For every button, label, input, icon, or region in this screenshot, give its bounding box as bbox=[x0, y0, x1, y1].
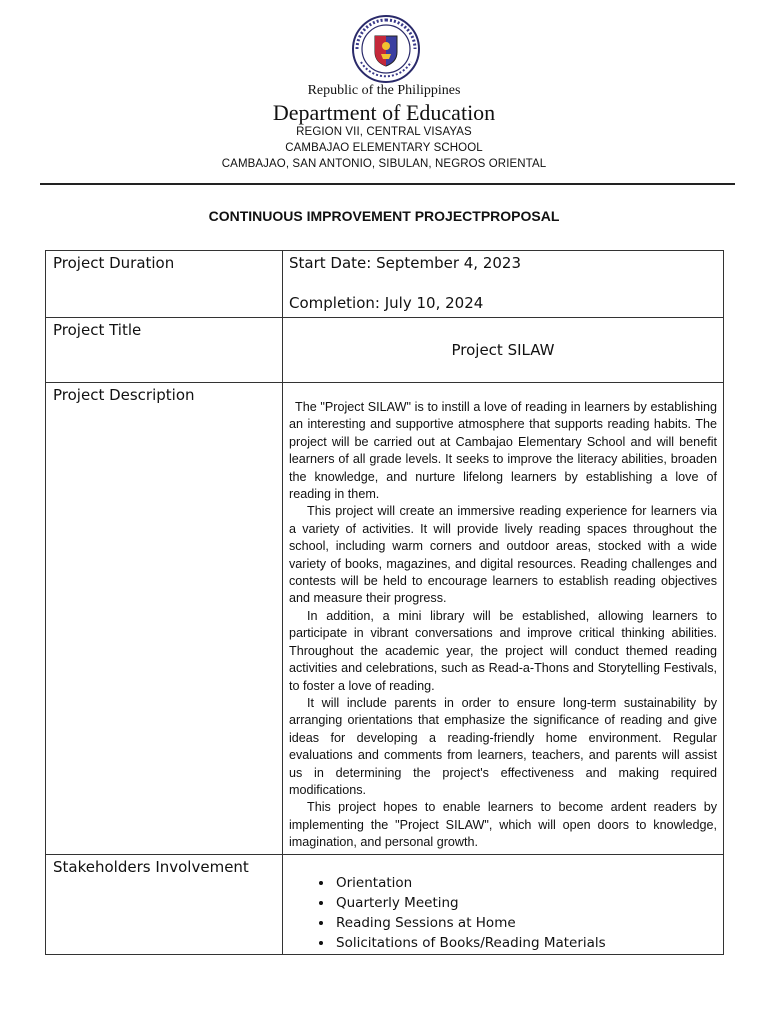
description-paragraph: The "Project SILAW" is to instill a love of reading in learners by establishing an interesting and supportive atmosphere that supports reading habits. The project will be carried out at Cambajao Elementary School and will benefit learners of all grade levels. It seeks to improve the literacy abilities, broaden the knowledge, and nurture lifelong learners by establishing a love of reading in them. bbox=[289, 400, 717, 502]
description-paragraph: It will include parents in order to ensure long-term sustainability by arranging orientations that emphasize the significance of reading and give ideas for developing a reading-friendly home environment. Regular evaluations and comments from learners, teachers, and parents will assist us in determining the project's effectiveness and making required modifications. bbox=[289, 695, 717, 797]
completion-date: Completion: July 10, 2024 bbox=[289, 294, 484, 312]
table-row-title bbox=[46, 318, 724, 383]
table-row-stakeholders bbox=[46, 854, 724, 954]
description-label-cell bbox=[46, 383, 283, 855]
stakeholders-list bbox=[283, 873, 723, 953]
proposal-table bbox=[45, 250, 724, 955]
republic-heading: Republic of the Philippines bbox=[307, 83, 461, 98]
list-item: • Quarterly Meeting bbox=[334, 893, 723, 913]
description-paragraph: This project hopes to enable learners to become ardent readers by implementing the "Project SILAW", which will open doors to knowledge, imagination, and personal growth. bbox=[289, 800, 717, 850]
description-paragraph: In addition, a mini library will be established, allowing learners to participate in vibrant conversations and improve critical thinking abilities. Throughout the academic year, the project will conduct themed reading activities and celebrations, such as Read-a-Thons and Storytelling Festivals, to foster a love of reading. bbox=[289, 608, 717, 693]
list-item: • Orientation bbox=[334, 873, 723, 893]
list-item: • Reading Sessions at Home bbox=[334, 913, 723, 933]
region-line: REGION VII, CENTRAL VISAYAS bbox=[296, 126, 472, 138]
title-value-cell bbox=[283, 318, 724, 383]
department-heading: Department of Education bbox=[272, 100, 496, 125]
school-address: CAMBAJAO, SAN ANTONIO, SIBULAN, NEGROS ORIENTAL bbox=[221, 158, 547, 170]
start-date: Start Date: September 4, 2023 bbox=[289, 254, 522, 272]
stakeholders-label-cell bbox=[46, 854, 283, 954]
list-item: • Solicitations of Books/Reading Materials bbox=[334, 933, 723, 953]
table-row-description bbox=[46, 383, 724, 855]
table-row-duration bbox=[46, 251, 724, 318]
school-name: CAMBAJAO ELEMENTARY SCHOOL bbox=[285, 142, 483, 154]
duration-label: Project Duration bbox=[53, 254, 175, 272]
project-description bbox=[283, 383, 723, 854]
project-title: Project SILAW bbox=[451, 341, 555, 359]
title-label: Project Title bbox=[53, 321, 142, 339]
title-label-cell bbox=[46, 318, 283, 383]
description-label: Project Description bbox=[53, 386, 195, 404]
description-paragraph: This project will create an immersive reading experience for learners via a variety of activities. It will provide lively reading spaces throughout the school, including warm corners and outdoor areas, stocked with a wide variety of books, magazines, and digital resources. Reading challenges and contests will be held to encourage learners to establish reading objectives and measure their progress. bbox=[289, 504, 717, 606]
duration-label-cell bbox=[46, 251, 283, 318]
description-value-cell bbox=[283, 383, 724, 855]
deped-seal-icon bbox=[351, 14, 421, 84]
document-title: CONTINUOUS IMPROVEMENT PROJECTPROPOSAL bbox=[208, 208, 560, 224]
stakeholders-value-cell bbox=[283, 854, 724, 954]
header-divider bbox=[40, 183, 735, 185]
duration-value-cell bbox=[283, 251, 724, 318]
stakeholders-label: Stakeholders Involvement bbox=[53, 857, 249, 876]
